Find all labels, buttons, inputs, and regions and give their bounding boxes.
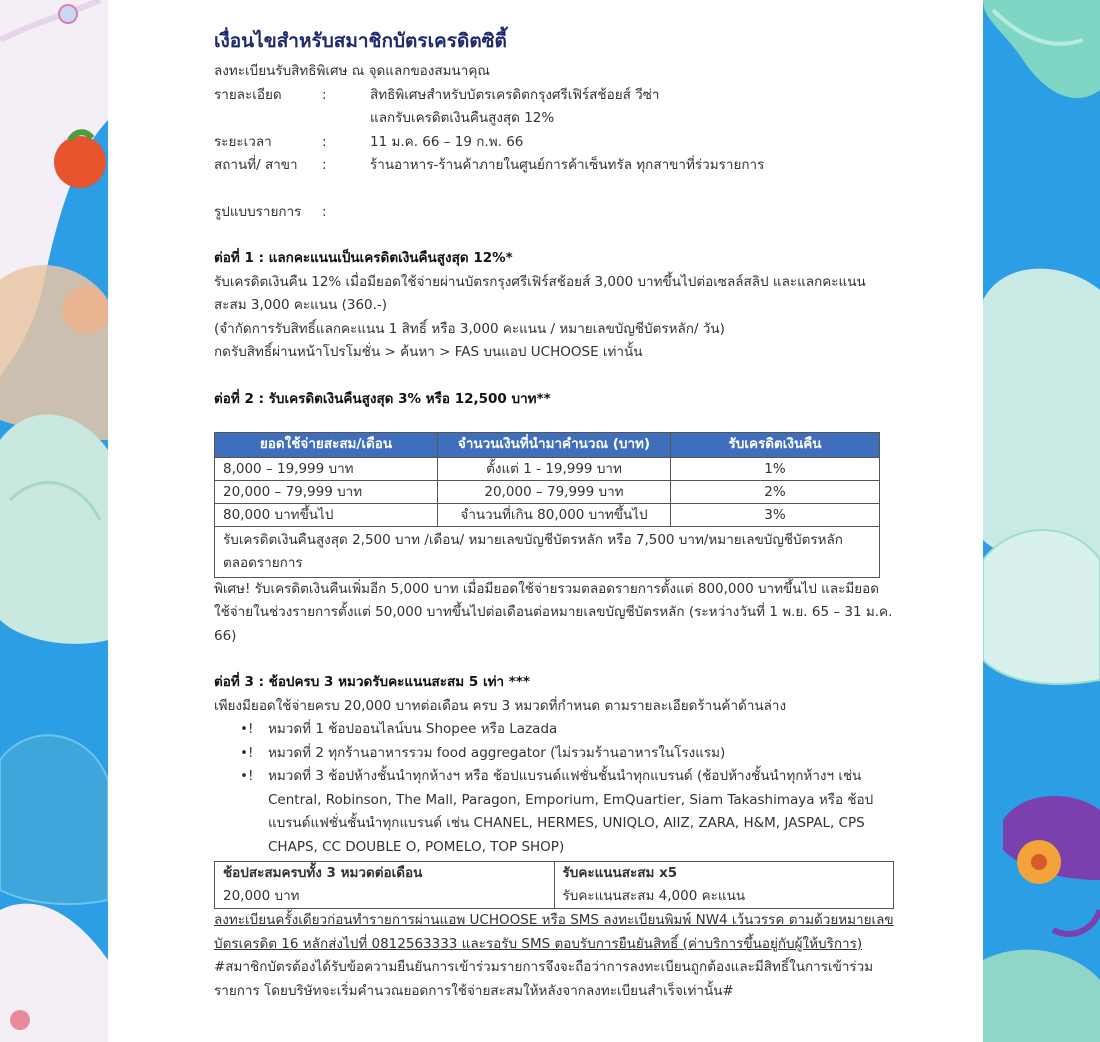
tier3-intro: เพียงมียอดใช้จ่ายครบ 20,000 บาทต่อเดือน ครบ 3 หมวดที่กำหนด ตามรายละเอียดร้านค้าด้านล่าง bbox=[214, 697, 787, 714]
table-cell: 8,000 – 19,999 บาท bbox=[215, 457, 438, 480]
format-label: รูปแบบรายการ bbox=[214, 203, 302, 220]
table-cell: 2% bbox=[671, 480, 880, 503]
table-cell bbox=[554, 862, 894, 909]
page-title: เงื่อนไขสำหรับสมาชิกบัตรเครดิตซิตี้ bbox=[214, 30, 507, 52]
bullet-icon: •! bbox=[240, 744, 254, 761]
period-label: ระยะเวลา bbox=[214, 133, 272, 150]
table-header-row bbox=[215, 433, 880, 458]
detail-label: รายละเอียด bbox=[214, 86, 282, 103]
points-table-right-value: รับคะแนนสะสม 4,000 คะแนน bbox=[562, 888, 746, 904]
table-note: รับเครดิตเงินคืนสูงสุด 2,500 บาท /เดือน/ หมายเลขบัญชีบัตรหลัก หรือ 7,500 บาท/หมายเลขบัญชีบัตรหลัก ตลอดรายการ bbox=[215, 526, 880, 577]
list-item bbox=[240, 765, 894, 859]
bullet-icon: •! bbox=[240, 768, 254, 784]
list-item-text: หมวดที่ 1 ช้อปออนไลน์บน Shopee หรือ Lazada bbox=[268, 721, 558, 737]
table-header: จำนวนเงินที่นำมาคำนวณ (บาท) bbox=[438, 433, 671, 458]
place-value: ร้านอาหาร-ร้านค้าภายในศูนย์การค้าเซ็นทรัล ทุกสาขาที่ร่วมรายการ bbox=[370, 157, 765, 173]
place-label: สถานที่/ สาขา bbox=[214, 157, 298, 173]
place-row bbox=[214, 154, 894, 178]
detail-line-2: แลกรับเครดิตเงินคืนสูงสุด 12% bbox=[370, 110, 555, 126]
left-illustration bbox=[0, 0, 108, 1042]
detail-line-1: สิทธิพิเศษสำหรับบัตรเครดิตกรุงศรีเฟิร์สช้อยส์ วีซ่า bbox=[370, 86, 660, 103]
period-value: 11 ม.ค. 66 – 19 ก.พ. 66 bbox=[370, 133, 524, 150]
table-row bbox=[215, 480, 880, 503]
table-cell bbox=[215, 862, 555, 909]
cashback-rate-table bbox=[214, 432, 880, 578]
table-row bbox=[215, 457, 880, 480]
tier2-heading: ต่อที่ 2 : รับเครดิตเงินคืนสูงสุด 3% หรือ 12,500 บาท** bbox=[214, 390, 551, 407]
footnote: #สมาชิกบัตรต้องได้รับข้อความยืนยันการเข้าร่วมรายการจึงจะถือว่าการลงทะเบียนถูกต้องและมีสิทธิ์ในการเข้าร่วมรายการ โดยบริษัทจะเริ่มคำนวณยอดการใช้จ่ายสะสมให้หลังจากลงทะเบียนสำเร็จเท่านั้น# bbox=[214, 959, 874, 999]
list-item bbox=[240, 742, 894, 766]
right-decoration-panel bbox=[983, 0, 1100, 1042]
category-list bbox=[214, 718, 894, 859]
table-cell: 20,000 – 79,999 บาท bbox=[215, 480, 438, 503]
detail-row bbox=[214, 84, 894, 131]
table-row bbox=[215, 503, 880, 526]
tier1-line: กดรับสิทธิ์ผ่านหน้าโปรโมชั่น > ค้นหา > FAS บนแอป UCHOOSE เท่านั้น bbox=[214, 344, 643, 360]
tier3-heading: ต่อที่ 3 : ช้อปครบ 3 หมวดรับคะแนนสะสม 5 เท่า *** bbox=[214, 674, 530, 690]
bullet-icon: •! bbox=[240, 721, 254, 737]
colon: : bbox=[322, 133, 327, 150]
colon: : bbox=[322, 157, 327, 173]
detail-value bbox=[370, 84, 894, 131]
table-cell: 20,000 – 79,999 บาท bbox=[438, 480, 671, 503]
points-table bbox=[214, 861, 894, 909]
table-cell: จำนวนที่เกิน 80,000 บาทขึ้นไป bbox=[438, 503, 671, 526]
colon: : bbox=[322, 203, 327, 220]
list-item-text: หมวดที่ 3 ช้อปห้างชั้นนำทุกห้างฯ หรือ ช้อปแบรนด์แฟชั่นชั้นนำทุกแบรนด์ (ช้อปห้างชั้นนำทุกห้างฯ เช่น Central, Robinson, The Mall, Paragon, Emporium, EmQuartier, Siam Takashimaya หรือ ช้อปแบรนด์แฟชั่นชั้นนำทุกแบรนด์ เช่น CHANEL, HERMES, UNIQLO, AIIZ, ZARA, H&M, JASPAL, CPS CHAPS, CC DOUBLE O, POMELO, TOP SHOP) bbox=[268, 768, 874, 855]
tier1-line: รับเครดิตเงินคืน 12% เมื่อมียอดใช้จ่ายผ่านบัตรกรุงศรีเฟิร์สช้อยส์ 3,000 บาทขึ้นไปต่อเซลล์สลิป และแลกคะแนน bbox=[214, 273, 866, 290]
points-table-left-header: ช้อปสะสมครบทั้ง 3 หมวดต่อเดือน bbox=[223, 865, 423, 881]
table-cell: ตั้งแต่ 1 - 19,999 บาท bbox=[438, 457, 671, 480]
special-bonus-text: พิเศษ! รับเครดิตเงินคืนเพิ่มอีก 5,000 บาท เมื่อมียอดใช้จ่ายรวมตลอดรายการตั้งแต่ 800,000 บาทขึ้นไป และมียอดใช้จ่ายในช่วงรายการตั้งแต่ 50,000 บาทขึ้นไปต่อเดือนต่อหมายเลขบัญชีบัตรหลัก (ระหว่างวันที่ 1 พ.ย. 65 – 31 ม.ค. 66) bbox=[214, 580, 893, 644]
table-cell: 3% bbox=[671, 503, 880, 526]
right-illustration bbox=[983, 0, 1100, 1042]
format-row bbox=[214, 201, 894, 225]
points-table-left-value: 20,000 บาท bbox=[223, 888, 300, 904]
subtitle: ลงทะเบียนรับสิทธิพิเศษ ณ จุดแลกของสมนาคุณ bbox=[214, 63, 490, 79]
table-cell: 80,000 บาทขึ้นไป bbox=[215, 503, 438, 526]
terms-content bbox=[214, 28, 894, 1003]
list-item-text: หมวดที่ 2 ทุกร้านอาหารรวม food aggregator (ไม่รวมร้านอาหารในโรงแรม) bbox=[268, 744, 726, 761]
tier1-line: สะสม 3,000 คะแนน (360.-) bbox=[214, 297, 388, 313]
colon: : bbox=[322, 86, 327, 103]
points-table-right-header: รับคะแนนสะสม x5 bbox=[562, 865, 678, 881]
table-cell: 1% bbox=[671, 457, 880, 480]
table-note-row bbox=[215, 526, 880, 577]
table-header: ยอดใช้จ่ายสะสม/เดือน bbox=[215, 433, 438, 458]
period-row bbox=[214, 131, 894, 155]
table-header: รับเครดิตเงินคืน bbox=[671, 433, 880, 458]
left-decoration-panel bbox=[0, 0, 108, 1042]
registration-instructions: ลงทะเบียนครั้งเดียวก่อนทำรายการผ่านแอพ UCHOOSE หรือ SMS ลงทะเบียนพิมพ์ NW4 เว้นวรรค ตามด้วยหมายเลขบัตรเครดิต 16 หลักส่งไปที่ 0812563333 และรอรับ SMS ตอบรับการยืนยันสิทธิ์ (ค่าบริการขึ้นอยู่กับผู้ให้บริการ) bbox=[214, 912, 894, 952]
table-row bbox=[215, 862, 894, 909]
tier1-heading: ต่อที่ 1 : แลกคะแนนเป็นเครดิตเงินคืนสูงสุด 12%* bbox=[214, 250, 513, 266]
tier1-line: (จำกัดการรับสิทธิ์แลกคะแนน 1 สิทธิ์ หรือ 3,000 คะแนน / หมายเลขบัญชีบัตรหลัก/ วัน) bbox=[214, 320, 725, 337]
list-item bbox=[240, 718, 894, 742]
